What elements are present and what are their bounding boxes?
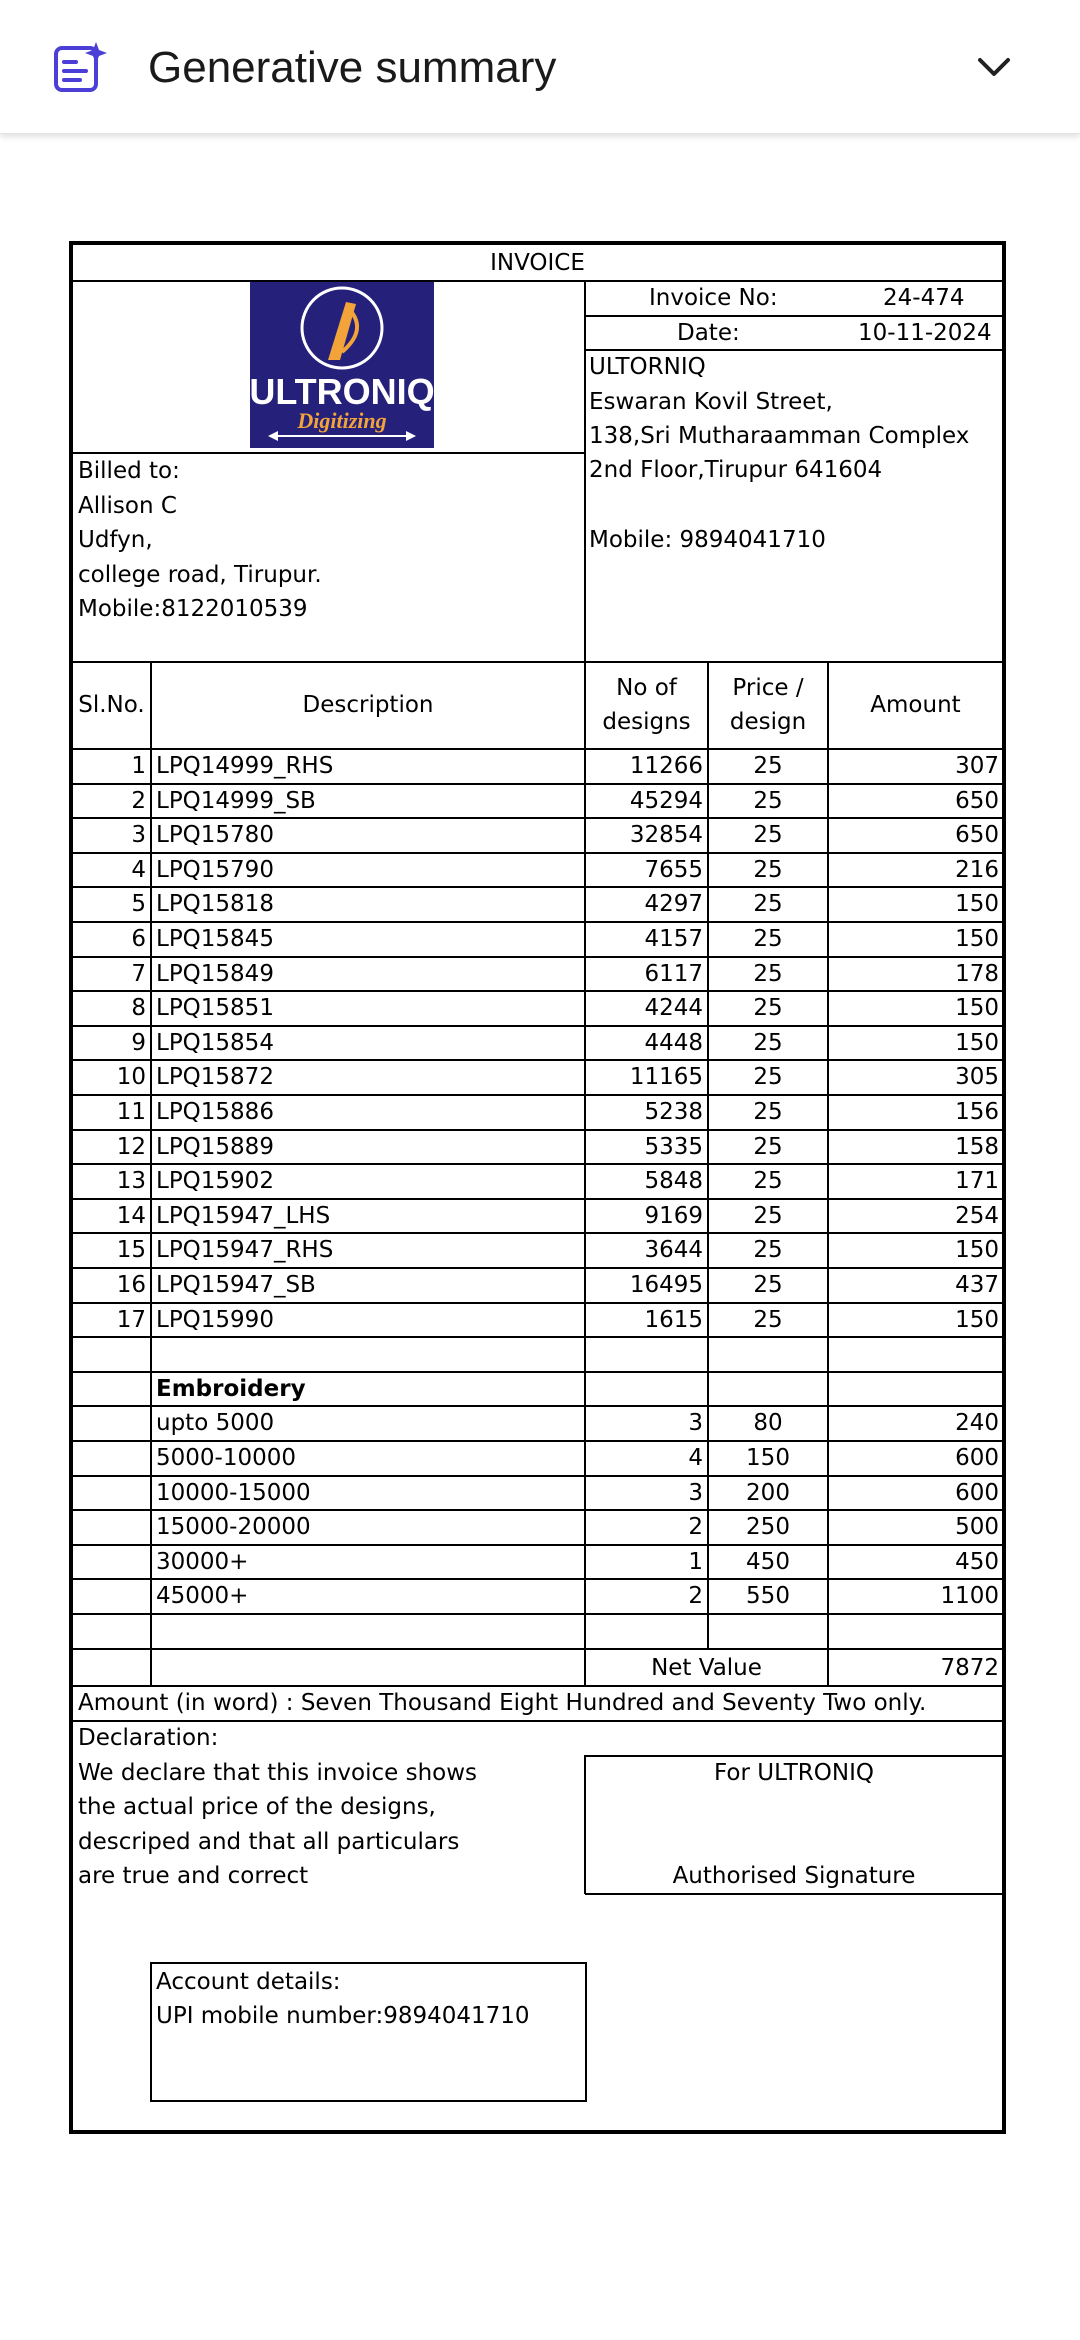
item-amount: 150 (955, 926, 999, 952)
item-price: 25 (753, 1237, 783, 1263)
item-description: LPQ15990 (156, 1307, 274, 1333)
invoice-heading: INVOICE (490, 250, 585, 276)
embroidery-count: 1 (688, 1549, 703, 1575)
upi-number: UPI mobile number:9894041710 (156, 2003, 530, 2029)
embroidery-price: 250 (746, 1514, 790, 1540)
item-description: LPQ15947_LHS (156, 1203, 331, 1229)
embroidery-amount: 450 (955, 1549, 999, 1575)
item-designs: 4448 (644, 1030, 703, 1056)
item-sl: 7 (131, 961, 146, 987)
item-price: 25 (753, 1307, 783, 1333)
item-amount: 150 (955, 891, 999, 917)
embroidery-range: 45000+ (156, 1583, 249, 1609)
item-designs: 4297 (644, 891, 703, 917)
embroidery-count: 2 (688, 1514, 703, 1540)
embroidery-count: 3 (688, 1480, 703, 1506)
item-designs: 1615 (644, 1307, 703, 1333)
billed-to-address-2: college road, Tirupur. (78, 562, 322, 588)
item-sl: 15 (116, 1237, 146, 1263)
item-amount: 216 (955, 857, 999, 883)
item-designs: 11165 (629, 1064, 703, 1090)
item-price: 25 (753, 788, 783, 814)
item-amount: 437 (955, 1272, 999, 1298)
item-sl: 9 (131, 1030, 146, 1056)
item-designs: 4244 (644, 995, 703, 1021)
item-designs: 45294 (629, 788, 703, 814)
item-description: LPQ15845 (156, 926, 274, 952)
item-sl: 2 (131, 788, 146, 814)
embroidery-price: 80 (753, 1410, 783, 1436)
declaration-line-2: the actual price of the designs, (78, 1794, 436, 1820)
embroidery-range: upto 5000 (156, 1410, 275, 1436)
svg-text:Digitizing: Digitizing (297, 408, 387, 433)
item-description: LPQ15947_SB (156, 1272, 316, 1298)
item-price: 25 (753, 1168, 783, 1194)
item-price: 25 (753, 1030, 783, 1056)
item-sl: 8 (131, 995, 146, 1021)
item-price: 25 (753, 1272, 783, 1298)
item-designs: 9169 (644, 1203, 703, 1229)
account-details-label: Account details: (156, 1969, 341, 1995)
item-price: 25 (753, 857, 783, 883)
item-description: LPQ15780 (156, 822, 274, 848)
item-description: LPQ15790 (156, 857, 274, 883)
item-sl: 3 (131, 822, 146, 848)
item-amount: 305 (955, 1064, 999, 1090)
column-header-price-line1: Price / (732, 675, 804, 701)
embroidery-price: 150 (746, 1445, 790, 1471)
signature-for-label: For ULTRONIQ (714, 1760, 874, 1786)
item-designs: 5848 (644, 1168, 703, 1194)
embroidery-count: 4 (688, 1445, 703, 1471)
embroidery-range: 30000+ (156, 1549, 249, 1575)
embroidery-count: 3 (688, 1410, 703, 1436)
page-title: Generative summary (148, 43, 557, 92)
embroidery-count: 2 (688, 1583, 703, 1609)
item-designs: 6117 (644, 961, 703, 987)
item-amount: 650 (955, 788, 999, 814)
item-price: 25 (753, 995, 783, 1021)
item-designs: 4157 (644, 926, 703, 952)
item-description: LPQ15854 (156, 1030, 274, 1056)
invoice-no-label: Invoice No: (649, 285, 778, 311)
embroidery-price: 450 (746, 1549, 790, 1575)
seller-address-1: Eswaran Kovil Street, (589, 389, 833, 415)
item-price: 25 (753, 891, 783, 917)
item-price: 25 (753, 1134, 783, 1160)
amount-in-words: Amount (in word) : Seven Thousand Eight Hundred and Seventy Two only. (78, 1690, 927, 1716)
seller-address-3: 2nd Floor,Tirupur 641604 (589, 457, 883, 483)
top-bar (0, 0, 1080, 134)
item-sl: 13 (116, 1168, 146, 1194)
item-price: 25 (753, 961, 783, 987)
column-header-amount: Amount (870, 692, 961, 718)
ai-summary-icon (52, 40, 108, 96)
item-price: 25 (753, 926, 783, 952)
item-sl: 10 (116, 1064, 146, 1090)
item-price: 25 (753, 1099, 783, 1125)
item-designs: 5335 (644, 1134, 703, 1160)
item-description: LPQ15902 (156, 1168, 274, 1194)
billed-to-label: Billed to: (78, 458, 180, 484)
item-amount: 150 (955, 1237, 999, 1263)
item-amount: 650 (955, 822, 999, 848)
seller-name: ULTORNIQ (589, 354, 706, 380)
item-description: LPQ15849 (156, 961, 274, 987)
embroidery-range: 10000-15000 (156, 1480, 311, 1506)
item-price: 25 (753, 1203, 783, 1229)
item-amount: 150 (955, 995, 999, 1021)
date-label: Date: (677, 320, 740, 346)
item-description: LPQ15886 (156, 1099, 274, 1125)
item-amount: 171 (955, 1168, 999, 1194)
embroidery-price: 550 (746, 1583, 790, 1609)
billed-to-name: Allison C (78, 493, 177, 519)
column-header-no-line1: No of (616, 675, 677, 701)
item-designs: 3644 (644, 1237, 703, 1263)
embroidery-heading: Embroidery (156, 1376, 306, 1402)
item-sl: 5 (131, 891, 146, 917)
item-amount: 254 (955, 1203, 999, 1229)
item-sl: 6 (131, 926, 146, 952)
chevron-down-icon[interactable] (972, 48, 1016, 88)
item-designs: 5238 (644, 1099, 703, 1125)
item-amount: 158 (955, 1134, 999, 1160)
column-header-sl: Sl.No. (78, 692, 145, 718)
date-value: 10-11-2024 (858, 320, 992, 346)
column-header-price-line2: design (729, 709, 807, 735)
embroidery-amount: 240 (955, 1410, 999, 1436)
item-sl: 1 (131, 753, 146, 779)
item-description: LPQ14999_SB (156, 788, 316, 814)
item-amount: 156 (955, 1099, 999, 1125)
item-price: 25 (753, 822, 783, 848)
company-logo (250, 282, 434, 448)
item-price: 25 (753, 1064, 783, 1090)
item-description: LPQ15818 (156, 891, 274, 917)
embroidery-range: 15000-20000 (156, 1514, 311, 1540)
declaration-line-1: We declare that this invoice shows (78, 1760, 478, 1786)
column-header-no-line2: designs (602, 709, 691, 735)
embroidery-amount: 1100 (940, 1583, 999, 1609)
seller-address-2: 138,Sri Mutharaamman Complex (589, 423, 970, 449)
item-amount: 178 (955, 961, 999, 987)
ultroniq-logo-icon (250, 282, 434, 448)
item-description: LPQ15872 (156, 1064, 274, 1090)
item-designs: 11266 (629, 753, 703, 779)
item-sl: 14 (116, 1203, 146, 1229)
embroidery-range: 5000-10000 (156, 1445, 296, 1471)
declaration-line-3: descriped and that all particulars (78, 1829, 460, 1855)
item-designs: 16495 (629, 1272, 703, 1298)
item-sl: 11 (116, 1099, 146, 1125)
net-value-label: Net Value (651, 1655, 762, 1681)
embroidery-amount: 600 (955, 1480, 999, 1506)
item-amount: 150 (955, 1030, 999, 1056)
embroidery-amount: 600 (955, 1445, 999, 1471)
seller-mobile: Mobile: 9894041710 (589, 527, 826, 553)
billed-to-mobile: Mobile:8122010539 (78, 596, 308, 622)
item-description: LPQ15889 (156, 1134, 274, 1160)
item-designs: 32854 (629, 822, 703, 848)
embroidery-price: 200 (746, 1480, 790, 1506)
invoice-no-value: 24-474 (883, 285, 965, 311)
item-description: LPQ14999_RHS (156, 753, 334, 779)
declaration-line-4: are true and correct (78, 1863, 309, 1889)
billed-to-address-1: Udfyn, (78, 527, 153, 553)
net-value: 7872 (940, 1655, 999, 1681)
row-divider (73, 1613, 1002, 1615)
item-sl: 4 (131, 857, 146, 883)
item-sl: 17 (116, 1307, 146, 1333)
invoice-document (69, 241, 1006, 2134)
item-description: LPQ15851 (156, 995, 274, 1021)
item-description: LPQ15947_RHS (156, 1237, 334, 1263)
authorised-signature-label: Authorised Signature (672, 1863, 916, 1889)
item-price: 25 (753, 753, 783, 779)
column-header-description: Description (302, 692, 434, 718)
svg-text:ULTRONIQ: ULTRONIQ (250, 371, 434, 412)
embroidery-amount: 500 (955, 1514, 999, 1540)
item-sl: 12 (116, 1134, 146, 1160)
item-sl: 16 (116, 1272, 146, 1298)
item-amount: 307 (955, 753, 999, 779)
item-designs: 7655 (644, 857, 703, 883)
item-amount: 150 (955, 1307, 999, 1333)
row-divider (73, 1648, 1002, 1650)
declaration-label: Declaration: (78, 1725, 219, 1751)
